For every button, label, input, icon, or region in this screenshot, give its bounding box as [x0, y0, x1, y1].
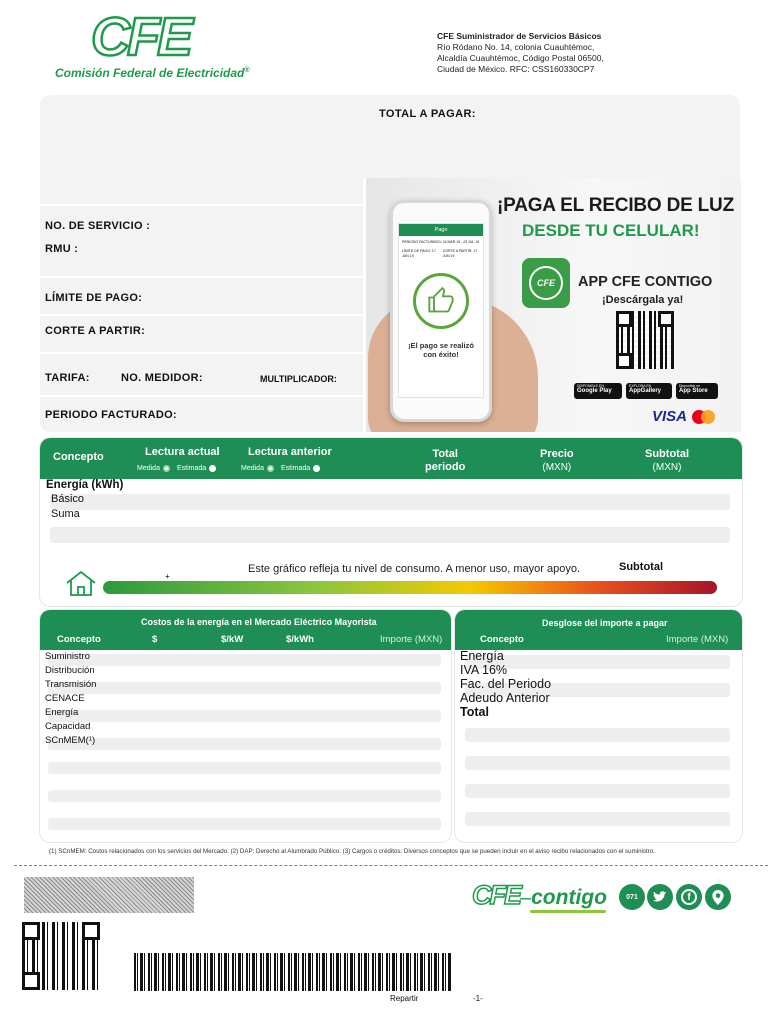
breakdown-row: Fac. del Periodo: [460, 677, 552, 691]
phone-071-icon[interactable]: 071: [619, 884, 645, 910]
cfe-logo: [55, 7, 255, 85]
repartir-label: Repartir: [390, 994, 419, 1003]
phone-screen: [398, 223, 484, 398]
divider: [14, 865, 768, 866]
download-text: ¡Descárgala ya!: [602, 294, 684, 306]
costs-rows: [45, 650, 96, 748]
gauge-marker: +: [165, 572, 170, 581]
cutoff-label: CORTE A PARTIR:: [45, 325, 146, 337]
consumption-row: Suma: [51, 508, 80, 520]
col-previous-reading: Lectura anterior: [248, 446, 332, 458]
billed-period-label: PERIODO FACTURADO:: [45, 409, 177, 421]
costs-title: Costos de la energía en el Mercado Eléctrico Mayorista: [141, 617, 377, 627]
phone-row: PERIODO FACTURADO: 24 MAR 19 - 23 JUL 19: [402, 240, 480, 244]
reading-mode-previous: Medida Estimada: [241, 465, 320, 472]
tariff-label: TARIFA:: [45, 372, 90, 384]
costs-col: $/kW: [221, 634, 244, 645]
col-concepto: Concepto: [53, 451, 104, 463]
cost-row: CENACE: [45, 693, 85, 704]
breakdown-row: IVA 16%: [460, 663, 508, 677]
gauge-message: Este gráfico refleja tu nivel de consumo. A menor uso, mayor apoyo.: [248, 563, 581, 575]
phone-illustration: [390, 200, 492, 422]
twitter-icon[interactable]: [647, 884, 673, 910]
multiplier-label: MULTIPLICADOR:: [260, 374, 337, 384]
supplier-address: [437, 31, 604, 75]
costs-col: $/kWh: [286, 634, 314, 645]
breakdown-title: Desglose del importe a pagar: [542, 618, 668, 628]
gauge-subtotal-label: Subtotal: [619, 561, 663, 573]
barcode: [134, 953, 452, 991]
phone-success-message: con éxito!: [423, 350, 459, 359]
facebook-icon[interactable]: f: [676, 884, 702, 910]
total-label: TOTAL A PAGAR:: [379, 108, 476, 120]
promo-title: ¡PAGA EL RECIBO DE LUZ: [497, 195, 734, 216]
thumbs-up-icon: [413, 273, 469, 329]
footer-qr-code: [22, 922, 100, 990]
phone-success-message: ¡El pago se realizó: [408, 341, 474, 350]
cost-row: Capacidad: [45, 721, 91, 732]
col-total-period: Total periodo: [425, 448, 466, 473]
costs-col: Importe (MXN): [380, 634, 443, 645]
cost-row: Energía: [45, 707, 79, 718]
cost-row: Suministro: [45, 651, 90, 662]
app-gallery-badge[interactable]: EXPLORA EN AppGallery: [626, 383, 672, 399]
costs-col: $: [152, 634, 158, 645]
supplier-address-line: Ciudad de México. RFC: CSS160330CP7: [437, 64, 595, 74]
rmu-label: RMU :: [45, 243, 79, 255]
cfe-logo-caption: Comisión Federal de Electricidad®: [55, 66, 250, 80]
col-subtotal: Subtotal (MXN): [645, 448, 689, 473]
col-current-reading: Lectura actual: [145, 446, 220, 458]
cfe-app-icon: CFE: [522, 258, 570, 308]
breakdown-rows: [460, 649, 551, 719]
breakdown-col: Concepto: [480, 634, 524, 645]
cost-row: Distribución: [45, 665, 95, 676]
google-play-badge[interactable]: DISPONIBLE EN Google Play: [574, 383, 622, 399]
visa-logo: VISA: [652, 408, 688, 425]
supplier-address-line: Alcaldía Cuauhtémoc, Código Postal 06500,: [437, 53, 604, 63]
consumption-row: Básico: [51, 493, 85, 505]
service-number-label: NO. DE SERVICIO :: [45, 220, 151, 232]
mastercard-logo: [692, 410, 716, 424]
cost-row: Transmisión: [45, 679, 97, 690]
cfe-logo-mark: CFE: [91, 7, 190, 67]
phone-row: LÍMITE DE PAGO: 17 JUN 19 CORTE A PARTIR: 17 JUN 19: [402, 249, 478, 258]
security-pattern: [24, 877, 194, 913]
qr-code[interactable]: [616, 311, 674, 369]
app-name: APP CFE CONTIGO: [578, 274, 713, 290]
breakdown-total: Total: [460, 705, 489, 719]
consumption-gauge-bar: [103, 581, 717, 594]
footnote: (1) SCnMEM: Costos relacionados con los servicios del Mercado. (2) DAP: Derecho al Alumbrado Público. (3) Cargos o créditos: Diversos conceptos que se pueden incluir en el aviso recibo relacionados con el suministro.: [49, 848, 655, 855]
breakdown-row: Adeudo Anterior: [460, 691, 550, 705]
supplier-name: CFE Suministrador de Servicios Básicos: [437, 31, 602, 41]
phone-title: Pago: [399, 224, 483, 236]
app-store-badge[interactable]: Disponible en App Store: [676, 383, 718, 399]
supplier-address-line: Río Ródano No. 14, colonia Cuauhtémoc,: [437, 42, 595, 52]
reading-mode-current: Medida Estimada: [137, 465, 216, 472]
energy-section-title: Energía (kWh): [46, 479, 124, 491]
consumption-header: [40, 438, 742, 479]
promo-banner: [366, 178, 741, 432]
location-icon[interactable]: [705, 884, 731, 910]
promo-subtitle: DESDE TU CELULAR!: [522, 221, 700, 240]
payment-limit-label: LÍMITE DE PAGO:: [45, 292, 143, 304]
costs-col: Concepto: [57, 634, 101, 645]
house-icon: [64, 570, 98, 601]
page-number: -1-: [473, 994, 483, 1003]
meter-label: NO. MEDIDOR:: [121, 372, 203, 384]
col-price: Precio (MXN): [540, 448, 574, 473]
breakdown-row: Energía: [460, 649, 504, 663]
cfe-contigo-logo: CFE–contigo: [472, 880, 607, 911]
cost-row: SCnMEM(¹): [45, 735, 96, 746]
breakdown-col: Importe (MXN): [666, 634, 729, 645]
